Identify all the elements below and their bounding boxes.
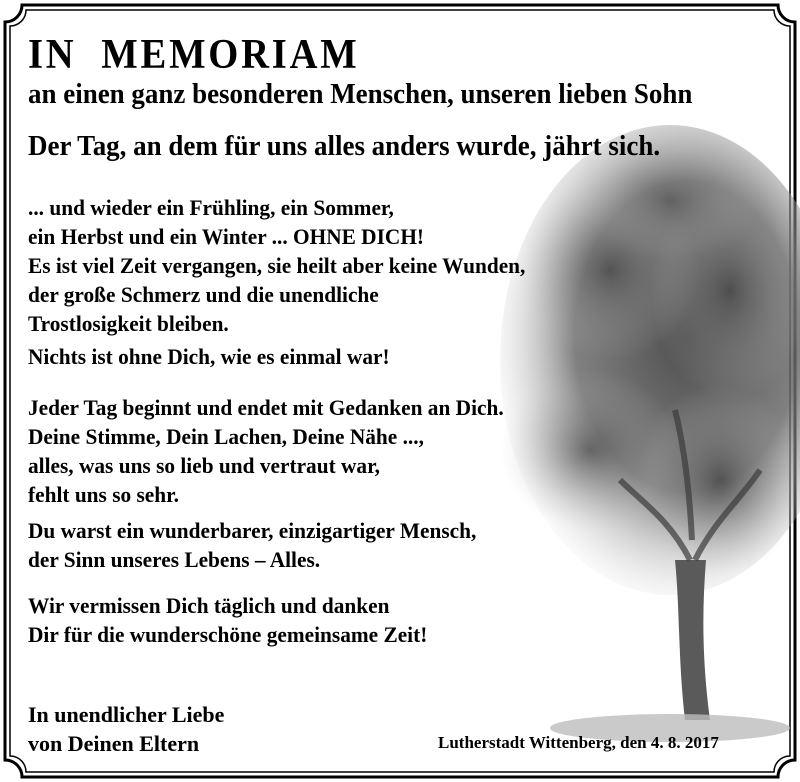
stanza-line: ein Herbst und ein Winter ... OHNE DICH! [28, 224, 425, 249]
stanza-line: Trostlosigkeit bleiben. [28, 311, 229, 336]
stanza-line: Wir vermissen Dich täglich und danken [28, 593, 390, 618]
stanza-line: Es ist viel Zeit vergangen, sie heilt aber keine Wunden, [28, 253, 526, 278]
stanza-4 [28, 516, 476, 574]
stanza-line: Deine Stimme, Dein Lachen, Deine Nähe ..., [28, 424, 424, 449]
signature [28, 700, 224, 758]
stanza-line: der große Schmerz und die unendliche [28, 282, 379, 307]
stanza-line: Dir für die wunderschöne gemeinsame Zeit! [28, 622, 428, 647]
signature-line: von Deinen Eltern [28, 731, 200, 756]
stanza-3 [28, 393, 504, 509]
notice-title: IN MEMORIAM [28, 32, 360, 78]
stanza-1 [28, 193, 525, 338]
signature-line: In unendlicher Liebe [28, 702, 225, 727]
notice-lead: Der Tag, an dem für uns alles anders wurde, jährt sich. [28, 130, 661, 162]
stanza-5 [28, 591, 427, 649]
place-date: Lutherstadt Wittenberg, den 4. 8. 2017 [438, 733, 719, 752]
notice-subtitle: an einen ganz besonderen Menschen, unseren lieben Sohn [28, 78, 693, 110]
stanza-2 [28, 342, 390, 371]
stanza-line: ... und wieder ein Frühling, ein Sommer, [28, 195, 394, 220]
stanza-line: Jeder Tag beginnt und endet mit Gedanken an Dich. [28, 395, 504, 420]
stanza-line: der Sinn unseres Lebens – Alles. [28, 547, 321, 572]
stanza-line: fehlt uns so sehr. [28, 482, 180, 507]
stanza-line: Du warst ein wunderbarer, einzigartiger Mensch, [28, 518, 477, 543]
stanza-line: Nichts ist ohne Dich, wie es einmal war! [28, 344, 390, 369]
stanza-line: alles, was uns so lieb und vertraut war, [28, 453, 380, 478]
